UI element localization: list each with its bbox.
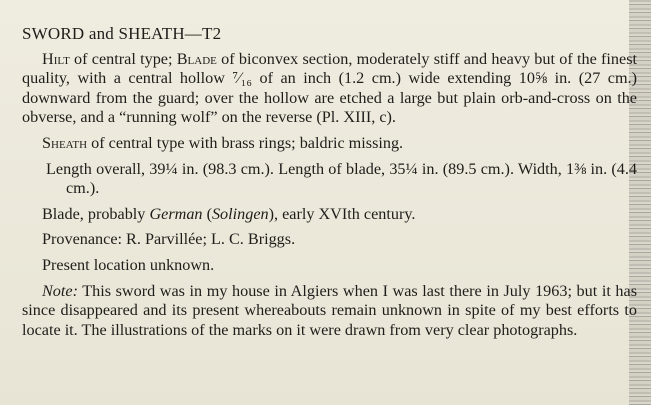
description-paragraph bbox=[22, 50, 637, 128]
entry-title: SWORD and SHEATH—T2 bbox=[22, 24, 222, 43]
blade-text: of biconvex section, moderately stiff and heavy but of the finest quality, with a central hollow ⁷⁄₁₆ of an inch (1.2 cm.) wide extending 10⅝ in. (27 cm.) downward from the guard; over the hollow are etched a large but plain orb-and-cross on the obverse, and a “running wolf” on the reverse (Pl. XIII, c). bbox=[22, 49, 637, 127]
sheath-label: Sheath bbox=[42, 133, 88, 152]
sheath-paragraph bbox=[22, 134, 637, 154]
length-paragraph: Length overall, 39¼ in. (98.3 cm.). Length of blade, 35¼ in. (89.5 cm.). Width, 1⅜ in. (4.4 cm.). bbox=[46, 159, 637, 198]
blade-origin-paragraph bbox=[22, 205, 637, 225]
note-label: Note: bbox=[42, 281, 78, 300]
blade-label: Blade bbox=[176, 49, 217, 68]
blade-origin-solingen: Solingen bbox=[211, 204, 269, 223]
hilt-text: of central type; bbox=[69, 49, 177, 68]
sheath-text: of central type with brass rings; baldric missing. bbox=[87, 133, 404, 152]
catalogue-entry bbox=[22, 24, 637, 340]
blade-origin-mid: ( bbox=[202, 204, 212, 223]
provenance-paragraph: Provenance: R. Parvillée; L. C. Briggs. bbox=[42, 230, 296, 249]
note-paragraph bbox=[22, 282, 637, 341]
blade-origin-suffix: ), early XVIth century. bbox=[268, 204, 416, 223]
note-text: This sword was in my house in Algiers when I was last there in July 1963; but it has since disappeared and its present whereabouts remain unknown in spite of my best efforts to locate it. The illustrations of the marks on it were drawn from very clear photographs. bbox=[22, 281, 637, 339]
location-paragraph: Present location unknown. bbox=[42, 255, 215, 274]
hilt-label: Hilt bbox=[42, 49, 70, 68]
blade-origin-german: German bbox=[149, 204, 203, 223]
blade-origin-prefix: Blade, probably bbox=[42, 204, 150, 223]
